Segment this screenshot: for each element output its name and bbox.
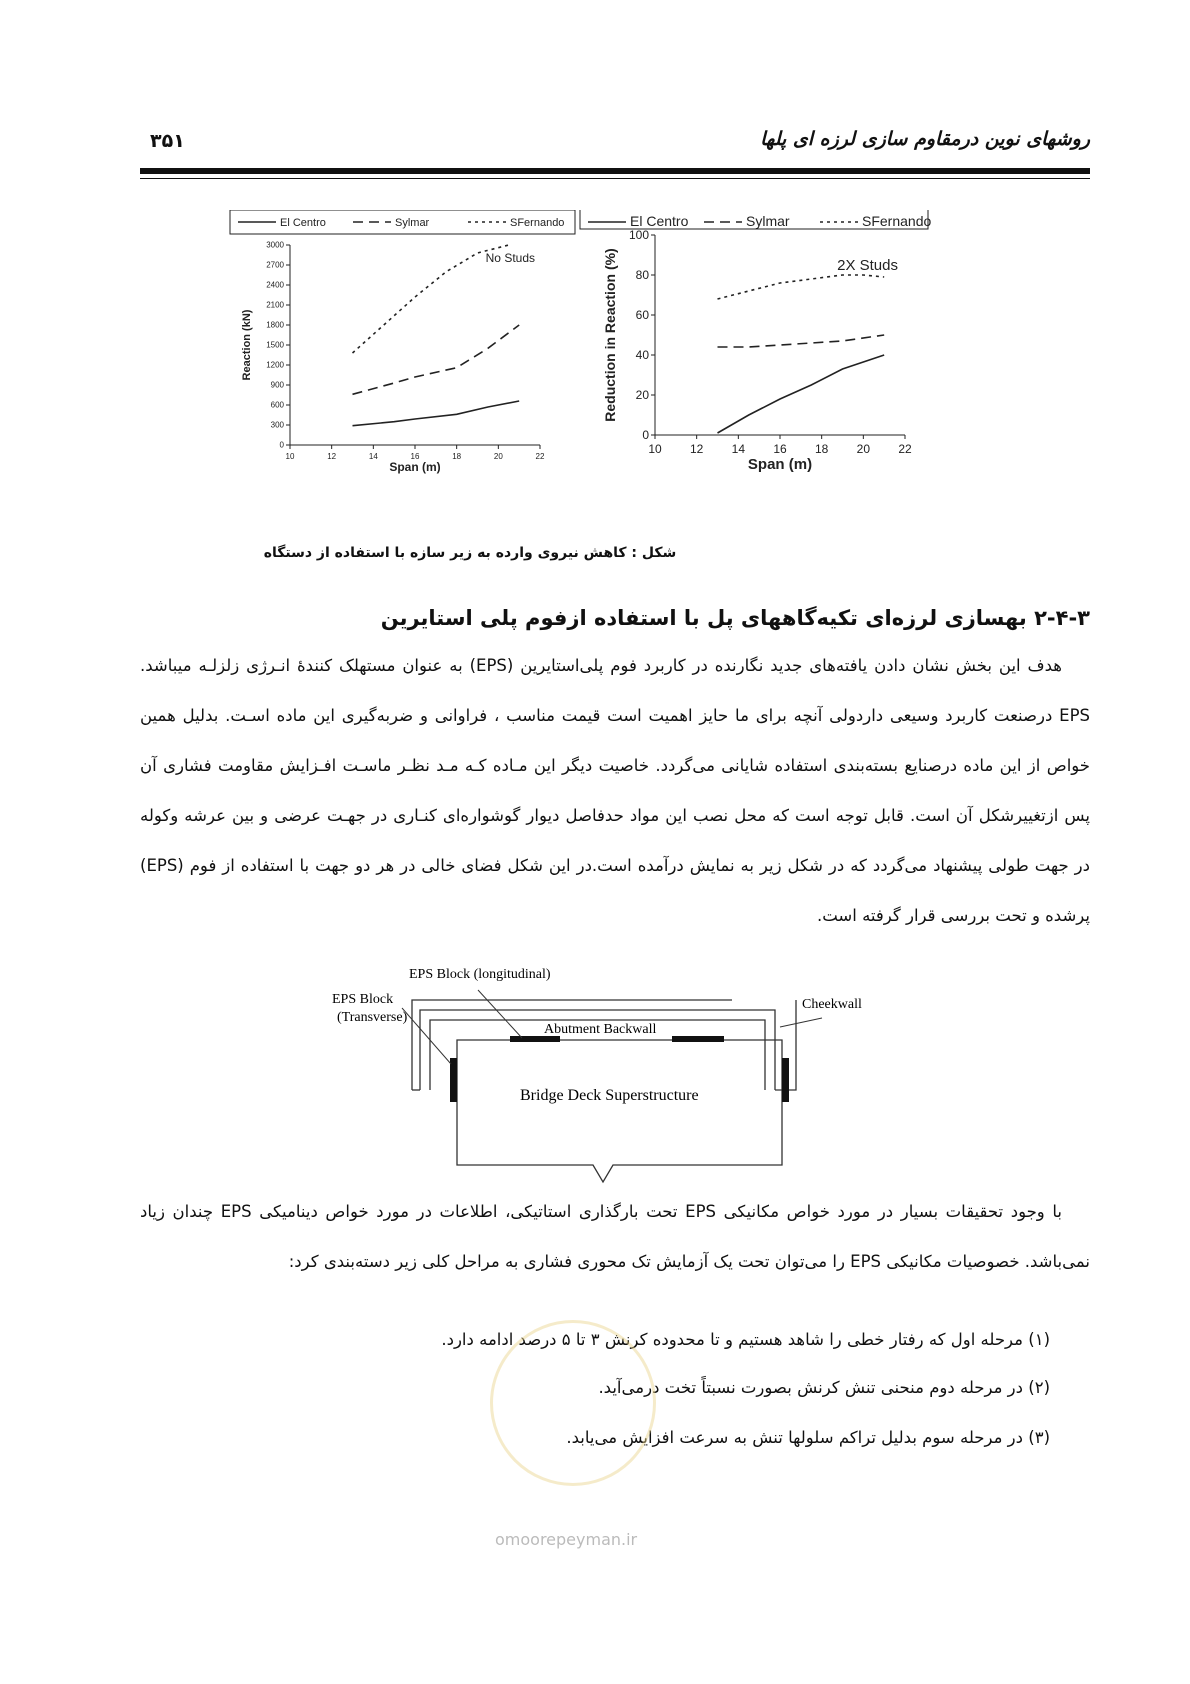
eps-block-transverse-right: [782, 1058, 789, 1102]
x-tick-label-7: 22: [535, 452, 545, 461]
section-heading: ۲-۴-۳ بهسازی لرزه‌ای تکیه‌گاههای پل با استفاده ازفوم پلی استایرین: [380, 606, 1090, 630]
x-tick-label-5: 18: [452, 452, 462, 461]
y-tick-label-8: 2100: [266, 300, 284, 310]
label-eps-transverse-line2: (Transverse): [337, 1010, 408, 1025]
y-tick-label-2: 300: [270, 420, 284, 430]
y-tick-label-11: 3000: [266, 240, 284, 250]
legend-label-2: Sylmar: [746, 213, 790, 229]
label-eps-longitudinal: EPS Block (longitudinal): [409, 967, 551, 982]
y-tick-label-3: 600: [270, 400, 284, 410]
bridge-deck-outline: [457, 1040, 782, 1182]
label-eps-transverse-line1: EPS Block: [332, 992, 394, 1007]
y-tick-label-4: 900: [270, 380, 284, 390]
y-tick-label-2: 20: [635, 388, 649, 402]
x-axis-label: Span (m): [747, 456, 813, 473]
legend-label-3: SFernando: [510, 217, 565, 229]
step-3: (۳) در مرحله سوم بدلیل تراکم سلولها تنش به سرعت افزایش می‌یابد.: [566, 1428, 1050, 1447]
chart-annotation: 2X Studs: [837, 257, 898, 274]
x-tick-label-1: 10: [648, 442, 662, 456]
header-rule-thick: [140, 168, 1090, 174]
legend-label-1: El Centro: [630, 213, 689, 229]
x-axis-label: Span (m): [389, 460, 441, 474]
x-tick-label-5: 18: [814, 442, 829, 456]
running-title: روشهای نوین درمقاوم سازی لرزه ای پلها: [760, 128, 1090, 150]
y-tick-label-10: 2700: [266, 260, 284, 270]
y-tick-label-9: 2400: [266, 280, 284, 290]
x-tick-label-6: 20: [493, 452, 503, 461]
y-axis-label: Reduction in Reaction (%): [602, 248, 618, 422]
x-tick-label-6: 20: [856, 442, 871, 456]
x-tick-label-2: 12: [327, 452, 337, 461]
series-line-sylmar: [353, 325, 520, 394]
x-tick-label-2: 12: [689, 442, 704, 456]
y-tick-label-6: 100: [628, 228, 649, 242]
chart-1: [230, 210, 575, 474]
x-tick-label-1: 10: [285, 452, 295, 461]
legend-label-1: El Centro: [280, 217, 326, 229]
label-cheekwall: Cheekwall: [802, 997, 862, 1012]
series-line-el-centro: [353, 401, 520, 426]
figure-caption: شکل : کاهش نیروی وارده به زیر سازه با استفاده از دستگاه: [263, 545, 677, 561]
y-tick-label-6: 1500: [266, 340, 284, 350]
x-tick-label-3: 14: [731, 442, 746, 456]
label-bridge-deck: Bridge Deck Superstructure: [520, 1087, 699, 1104]
label-abutment-backwall: Abutment Backwall: [544, 1022, 657, 1037]
paragraph-eps-properties: با وجود تحقیقات بسیار در مورد خواص مکانیکی EPS تحت بارگذاری استاتیکی، اطلاعات در مورد خواص دینامیکی EPS چندان زیاد نمی‌باشد. خصوصیات مکانیکی EPS را می‌توان تحت یک آزمایش تک محوری فشاری به مراحل کلی زیر دسته‌بندی کرد:: [140, 1202, 1090, 1271]
watermark-text: omoorepeyman.ir: [495, 1530, 638, 1549]
leader-longitudinal: [478, 990, 522, 1038]
paragraph-eps-intro: هدف این بخش نشان دادن یافته‌های جدید نگارنده در کاربرد فوم پلی‌استایرین (EPS) به عنوان مستهلک کنندهٔ انـرژی زلزلـه میباشد. EPS درصنعت کاربرد وسیعی داردولی آنچه برای ما حایز اهمیت است قیمت مناسب ، فراوانی و ضربه‌گیری این ماده اسـت. بدلیل همین خواص از این ماده درصنایع بسته‌بندی استفاده شایانی می‌گردد. خاصیت دیگر این مـاده کـه مـد نظـر ماسـت افـزایش مقاومت فشاری آن پس ازتغییرشکل آن است. قابل توجه است که محل نصب این مواد حدفاصل دیوار گوشواره‌ای کنـاری در جهـت عرضی و بین عرشه وکوله در جهت طولی پیشنهاد می‌گردد که در شکل زیر به نمایش درآمده است.در این شکل فضای خالی در هر دو جهت با استفاده از فوم (EPS) پرشده و تحت بررسی قرار گرفته است.: [140, 656, 1090, 925]
series-line-el-centro: [718, 355, 885, 433]
x-tick-label-4: 16: [410, 452, 420, 461]
legend-label-2: Sylmar: [395, 217, 430, 229]
eps-block-transverse-left: [450, 1058, 457, 1102]
y-tick-label-3: 40: [635, 348, 649, 362]
chart-annotation: No Studs: [485, 251, 535, 265]
page-number: ۳۵۱: [150, 130, 185, 152]
step-1: (۱) مرحله اول که رفتار خطی را شاهد هستیم و تا محدوده کرنش ۳ تا ۵ درصد ادامه دارد.: [441, 1330, 1050, 1349]
figure-charts: [190, 210, 990, 510]
y-tick-label-1: 0: [642, 428, 649, 442]
series-line-sfernando: [718, 275, 885, 299]
legend-label-3: SFernando: [862, 213, 932, 229]
watermark-seal: [490, 1320, 656, 1486]
leader-transverse: [402, 1008, 451, 1064]
y-tick-label-4: 60: [635, 308, 649, 322]
chart-2: [580, 210, 931, 473]
y-tick-label-7: 1800: [266, 320, 284, 330]
series-line-sylmar: [718, 335, 885, 347]
y-axis-label: Reaction (kN): [241, 309, 253, 381]
header-rule-thin: [140, 178, 1090, 179]
x-tick-label-4: 16: [773, 442, 787, 456]
step-2: (۲) در مرحله دوم منحنی تنش کرنش بصورت نسبتاً تخت درمی‌آید.: [598, 1378, 1050, 1397]
x-tick-label-7: 22: [898, 442, 912, 456]
cheekwall-outline: [412, 1000, 796, 1090]
y-tick-label-1: 0: [279, 440, 284, 450]
eps-block-longitudinal-right: [672, 1036, 724, 1042]
eps-abutment-diagram: [320, 960, 880, 1190]
leader-cheekwall: [780, 1018, 822, 1027]
x-tick-label-3: 14: [368, 452, 378, 461]
y-tick-label-5: 80: [635, 268, 649, 282]
y-tick-label-5: 1200: [266, 360, 284, 370]
